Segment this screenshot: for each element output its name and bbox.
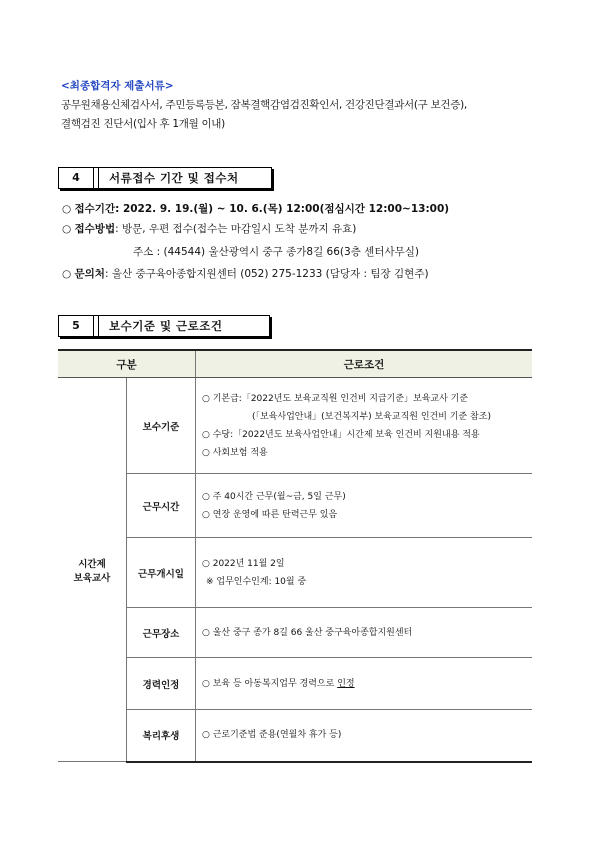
table-row	[58, 538, 532, 608]
section-4-number: 4	[59, 168, 94, 188]
section-5-title: 보수기준 및 근로조건	[109, 319, 223, 333]
section-4-header	[58, 167, 272, 189]
line: ○ 울산 중구 종가 8길 66 울산 중구육아종합지원센터	[202, 627, 413, 638]
col-conditions-header: 근로조건	[196, 350, 533, 378]
row-content	[196, 474, 533, 538]
table-row	[58, 658, 532, 710]
line: ○ 사회보험 적용	[202, 447, 268, 458]
row-content	[196, 378, 533, 474]
section-5-header	[58, 315, 270, 337]
row-label: 근무개시일	[127, 538, 196, 608]
receipt-period-text: : 2022. 9. 19.(월) ~ 10. 6.(목) 12:00(점심시간 12:00~13:00)	[115, 203, 450, 215]
row-content	[196, 658, 533, 710]
row-label: 보수기준	[127, 378, 196, 474]
line: (「보육사업안내」(보건복지부) 보육교직원 인건비 기준 참조)	[252, 411, 491, 422]
bullet: ○	[62, 203, 72, 215]
col-category-header: 구분	[58, 350, 196, 378]
line: ○ 근로기준법 준용(연월차 휴가 등)	[202, 730, 342, 741]
final-docs-line-1: 공무원채용신체검사서, 주민등록등본, 잠복결핵감염검진확인서, 건강진단결과서(구 보건증),	[61, 99, 467, 111]
receipt-address: 주소 : (44544) 울산광역시 중구 종가8길 66(3층 센터사무실)	[133, 246, 419, 258]
row-content	[196, 608, 533, 658]
table-row	[58, 608, 532, 658]
receipt-period	[62, 201, 449, 218]
bullet: ○	[62, 268, 72, 280]
work-conditions-table	[58, 349, 532, 763]
line: ○ 주 40시간 근무(월~금, 5일 근무)	[202, 491, 346, 502]
line-text: ○ 보육 등 아동복지업무 경력으로	[202, 678, 338, 689]
table-row	[58, 474, 532, 538]
inquiry-label: 문의처	[74, 268, 105, 280]
receipt-period-label: 접수기간	[74, 203, 116, 215]
row-label: 경력인정	[127, 658, 196, 710]
row-content	[196, 710, 533, 762]
line: ○ 2022년 11월 2일	[202, 558, 285, 569]
line	[202, 675, 531, 693]
line: ○ 수당:「2022년도 보육사업안내」시간제 보육 인건비 지원내용 적용	[202, 429, 480, 440]
row-content	[196, 538, 533, 608]
row-label: 복리후생	[127, 710, 196, 762]
final-docs-heading: <최종합격자 제출서류>	[61, 80, 174, 92]
category-cell: 시간제 보육교사	[58, 378, 127, 762]
section-5-number: 5	[59, 316, 94, 336]
line: ○ 기본급:「2022년도 보육교직원 인건비 지급기준」보육교사 기준	[202, 393, 469, 404]
inquiry	[62, 266, 429, 283]
row-label: 근무시간	[127, 474, 196, 538]
underlined-text: 인정	[337, 678, 355, 689]
line: ※ 업무인수인계: 10월 중	[206, 576, 307, 587]
receipt-method	[62, 221, 356, 238]
final-docs-line-2: 결핵검진 진단서(입사 후 1개월 이내)	[61, 118, 225, 130]
row-label: 근무장소	[127, 608, 196, 658]
table-row	[58, 710, 532, 762]
table-header-row	[58, 350, 532, 378]
bullet: ○	[62, 223, 72, 235]
receipt-method-text: : 방문, 우편 접수(접수는 마감일시 도착 분까지 유효)	[115, 223, 357, 235]
receipt-method-label: 접수방법	[74, 223, 116, 235]
line: ○ 연장 운영에 따른 탄력근무 있음	[202, 509, 338, 520]
section-4-title: 서류접수 기간 및 접수처	[109, 171, 239, 185]
table-row	[58, 378, 532, 474]
inquiry-text: : 울산 중구육아종합지원센터 (052) 275-1233 (담당자 : 팀장 김현주)	[104, 268, 429, 280]
